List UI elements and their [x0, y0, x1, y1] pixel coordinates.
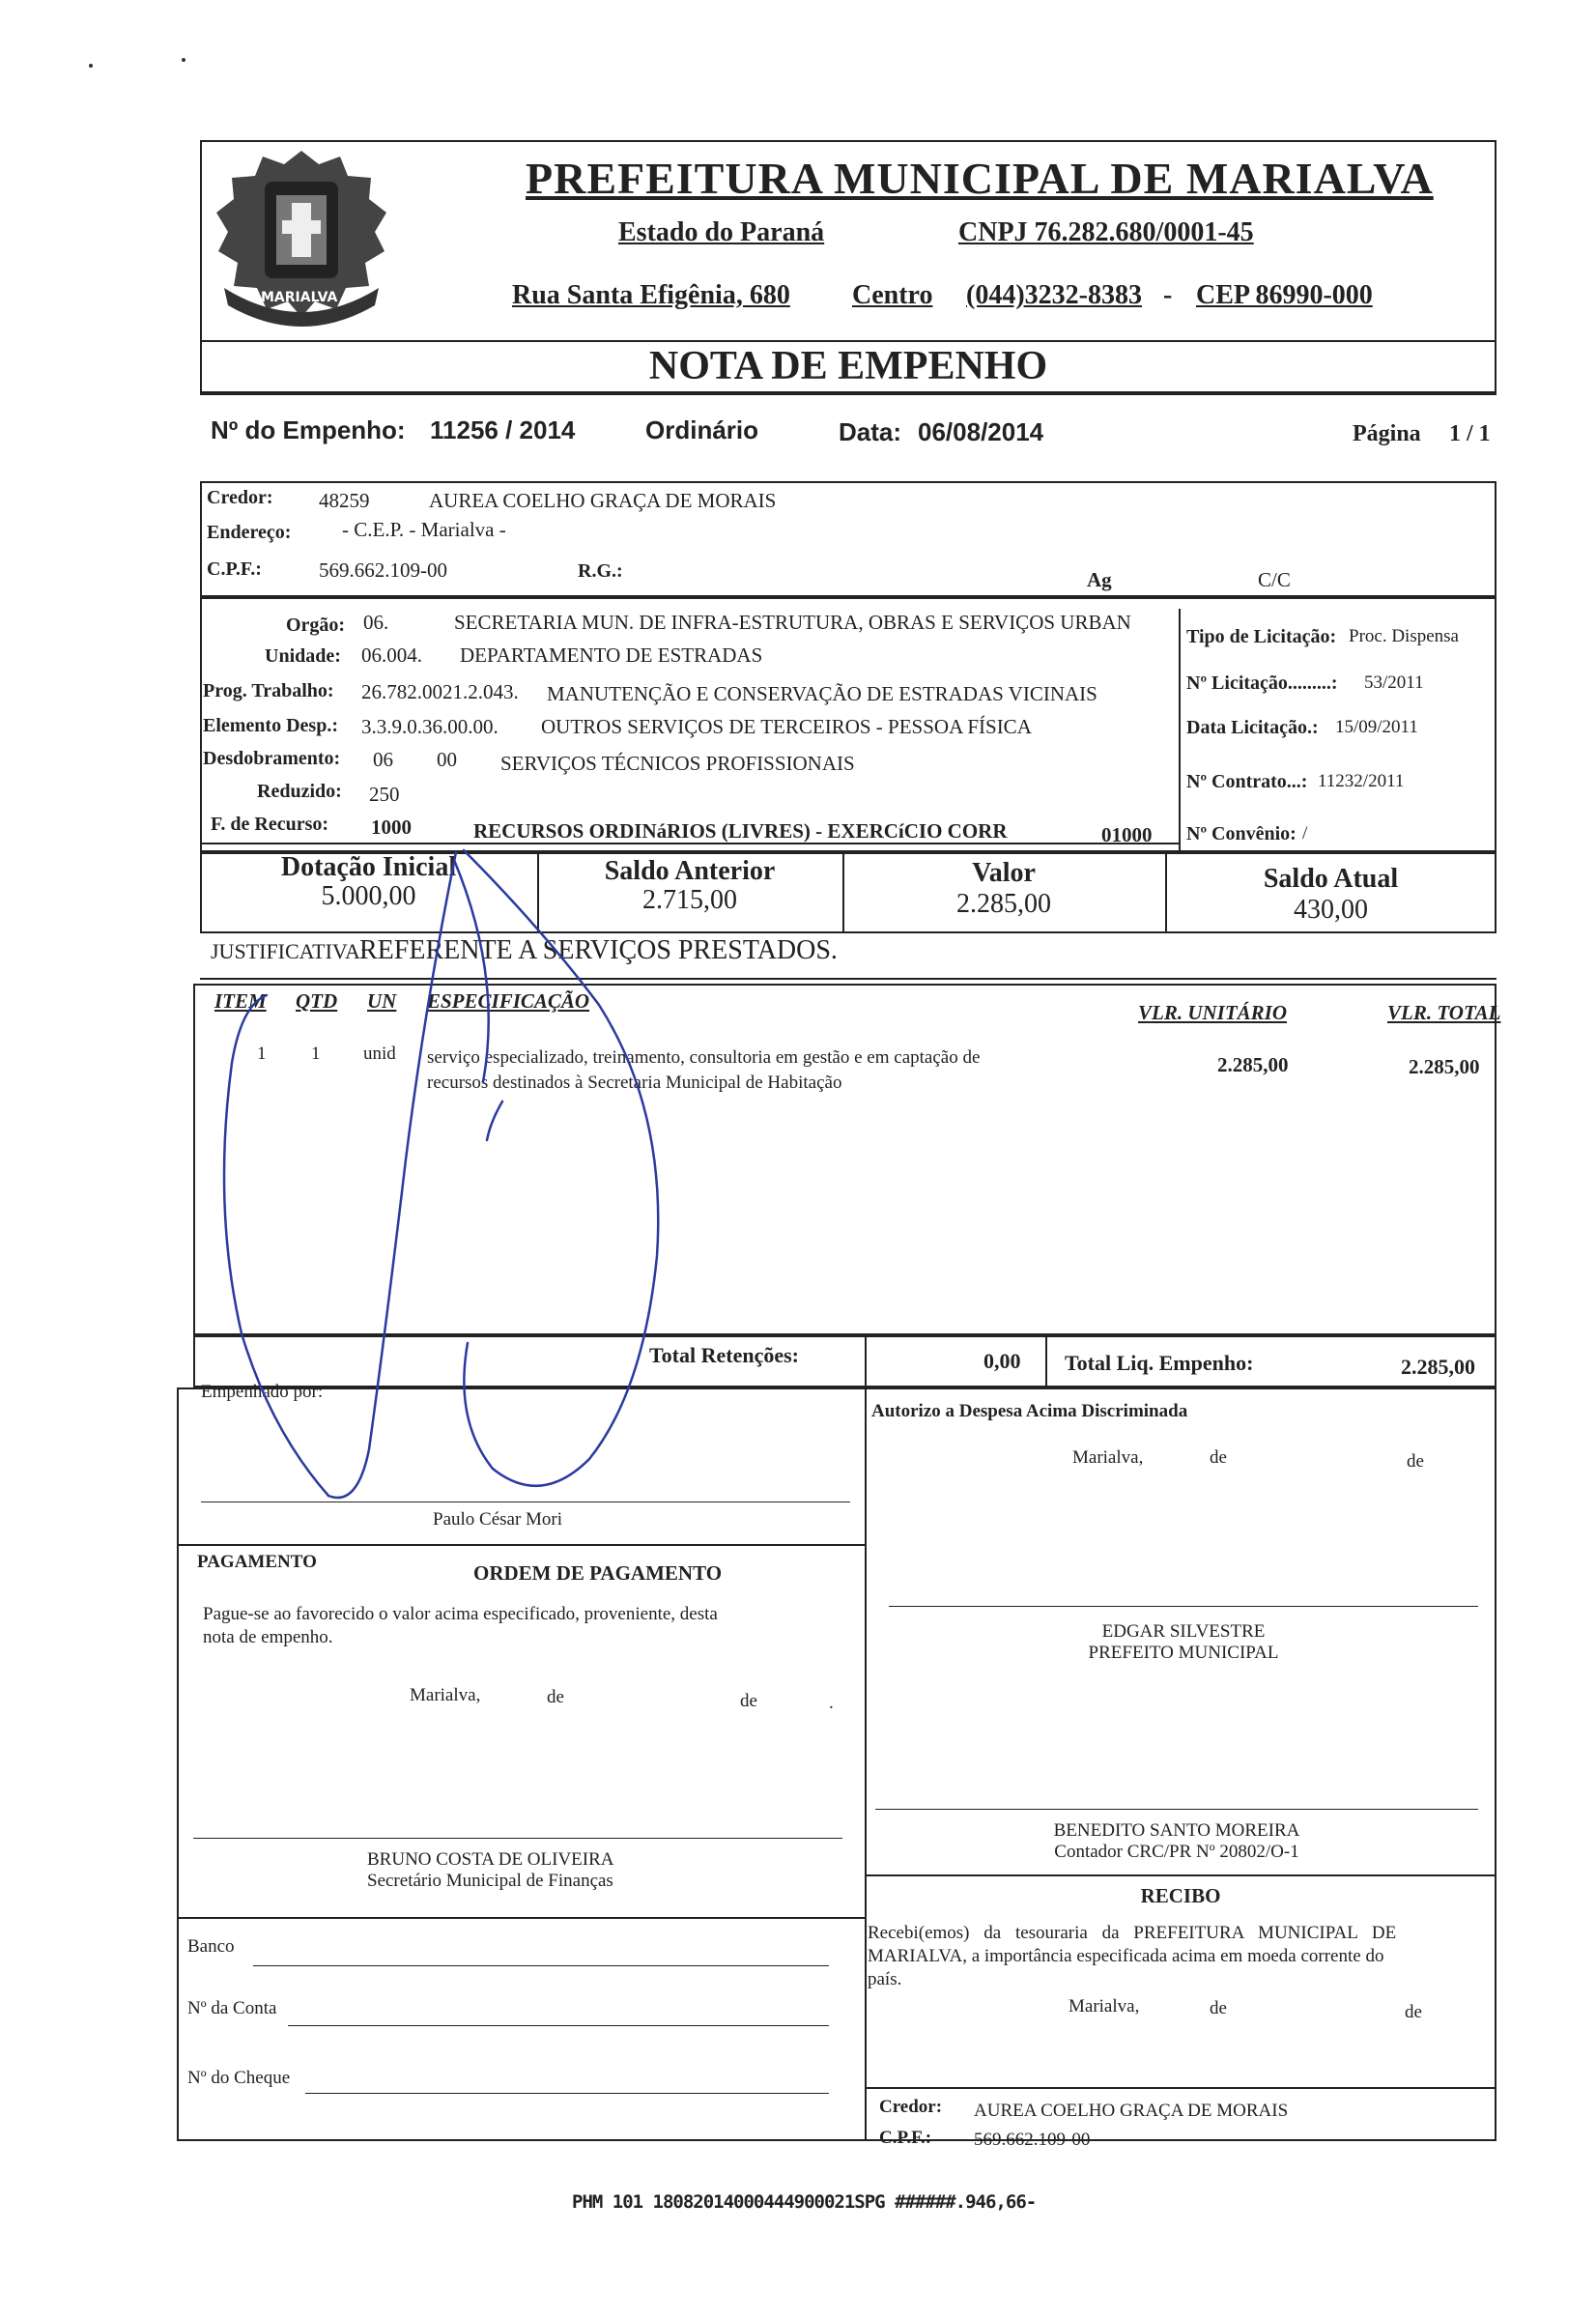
reduzido-label: Reduzido: — [257, 781, 342, 802]
contador-signature-line — [875, 1809, 1478, 1810]
prefeito-title: PREFEITO MUNICIPAL — [1088, 1643, 1279, 1663]
pagamento-label: PAGAMENTO — [197, 1552, 317, 1572]
header-cnpj: CNPJ 76.282.680/0001-45 — [958, 217, 1254, 247]
recibo-line-3: país. — [868, 1969, 902, 1989]
ordem-pagamento-label: ORDEM DE PAGAMENTO — [473, 1561, 723, 1585]
prog-code: 26.782.0021.2.043. — [361, 680, 519, 703]
recibo-place: Marialva, — [1069, 1996, 1140, 2017]
cc-label: C/C — [1258, 568, 1291, 591]
header-phone: (044)3232-8383 — [966, 280, 1142, 310]
prefeito-signature-line — [889, 1606, 1478, 1607]
col-vlr-total-header: VLR. TOTAL — [1387, 1001, 1501, 1024]
empenho-type: Ordinário — [645, 415, 759, 444]
document-title: NOTA DE EMPENHO — [648, 344, 1048, 388]
recibo-cpf-label: C.P.F.: — [879, 2128, 932, 2148]
empenho-top-line — [200, 393, 1496, 395]
dotacao-label: Dotação Inicial — [280, 852, 457, 882]
secretario-name: BRUNO COSTA DE OLIVEIRA — [367, 1849, 614, 1870]
autorizo-place: Marialva, — [1072, 1447, 1144, 1468]
desdobramento-desc: SERVIÇOS TÉCNICOS PROFISSIONAIS — [500, 752, 855, 775]
orgao-label: Orgão: — [286, 615, 346, 636]
liq-label: Total Liq. Empenho: — [1065, 1351, 1254, 1375]
prog-desc: MANUTENÇÃO E CONSERVAÇÃO DE ESTRADAS VICINAIS — [547, 682, 1097, 705]
scan-speck — [89, 64, 93, 68]
header-state: Estado do Paraná — [618, 217, 825, 247]
pagamento-place: Marialva, — [410, 1685, 481, 1705]
saldo-atual-label: Saldo Atual — [1263, 864, 1399, 894]
recibo-label: RECIBO — [1140, 1884, 1221, 1907]
recibo-top-line — [865, 1874, 1496, 1876]
autorizo-de-2: de — [1407, 1451, 1424, 1472]
pagamento-de-2: de — [740, 1691, 757, 1711]
contador-name: BENEDITO SANTO MOREIRA — [1053, 1820, 1300, 1841]
recibo-de-2: de — [1405, 2002, 1422, 2022]
scan-speck — [182, 58, 185, 62]
empenho-date: 06/08/2014 — [918, 417, 1044, 446]
lower-center-divider — [865, 1387, 867, 2141]
empenho-label: Nº do Empenho: — [211, 415, 406, 444]
contrato-value: 11232/2011 — [1318, 771, 1405, 791]
totals-div-1 — [865, 1335, 867, 1387]
num-licitacao-value: 53/2011 — [1364, 672, 1424, 693]
banco-top-line — [177, 1917, 865, 1919]
recibo-line-2: MARIALVA, a importância especificada acima em moeda corrente do — [868, 1946, 1384, 1966]
recibo-de-1: de — [1210, 1998, 1227, 2018]
elemento-label: Elemento Desp.: — [203, 715, 338, 736]
row-vlr-total: 2.285,00 — [1409, 1055, 1480, 1078]
recurso-desc: RECURSOS ORDINáRIOS (LIVRES) - EXERCíCIO CORR — [473, 819, 1008, 843]
header-cep: CEP 86990-000 — [1196, 280, 1373, 310]
retencoes-label: Total Retenções: — [649, 1343, 799, 1367]
totals-div-2 — [1045, 1335, 1047, 1387]
cpf-label: C.P.F.: — [207, 558, 262, 580]
conta-label: Nº da Conta — [187, 1998, 277, 2018]
prog-label: Prog. Trabalho: — [203, 680, 334, 701]
banco-input-line[interactable] — [253, 1965, 829, 1966]
credor-code: 48259 — [319, 489, 370, 512]
unidade-code: 06.004. — [361, 644, 422, 667]
cpf-value: 569.662.109-00 — [319, 558, 447, 582]
prefeito-name: EDGAR SILVESTRE — [1101, 1621, 1266, 1642]
recibo-line-1: Recebi(emos) da tesouraria da PREFEITURA MUNICIPAL DE — [868, 1923, 1397, 1943]
row-qtd: 1 — [311, 1044, 321, 1064]
endereco-value: - C.E.P. - Marialva - — [342, 518, 506, 541]
contrato-label: Nº Contrato...: — [1186, 771, 1308, 792]
convenio-value: / — [1302, 823, 1308, 844]
recurso-code: 1000 — [371, 815, 412, 839]
credor-label: Credor: — [207, 487, 273, 508]
rg-label: R.G.: — [578, 560, 623, 582]
cheque-label: Nº do Cheque — [187, 2068, 291, 2088]
row-item: 1 — [257, 1044, 267, 1064]
data-licitacao-value: 15/09/2011 — [1335, 717, 1418, 737]
liq-value: 2.285,00 — [1401, 1355, 1475, 1379]
tipo-licitacao-value: Proc. Dispensa — [1349, 626, 1459, 646]
col-spec-header: ESPECIFICAÇÃO — [427, 989, 590, 1013]
pagamento-dot: . — [829, 1693, 834, 1713]
conta-input-line[interactable] — [288, 2025, 829, 2026]
unidade-desc: DEPARTAMENTO DE ESTRADAS — [460, 644, 763, 667]
num-licitacao-label: Nº Licitação.........: — [1186, 672, 1338, 694]
valor-value: 2.285,00 — [956, 889, 1051, 919]
row-spec-line-2: recursos destinados à Secretaria Municipal de Habitação — [427, 1073, 842, 1093]
tipo-licitacao-label: Tipo de Licitação: — [1186, 626, 1337, 647]
contador-title: Contador CRC/PR Nº 20802/O-1 — [1054, 1842, 1299, 1862]
page-title: PREFEITURA MUNICIPAL DE MARIALVA — [526, 154, 1434, 203]
justificativa-label: JUSTIFICATIVA: — [211, 939, 366, 963]
empenhado-name: Paulo César Mori — [433, 1509, 563, 1530]
classificacao-divider — [1179, 609, 1181, 852]
secretario-signature-line — [193, 1838, 842, 1839]
header-district: Centro — [852, 280, 933, 310]
page-label: Página — [1353, 421, 1421, 446]
recurso-number: 01000 — [1101, 823, 1153, 846]
autorizo-label: Autorizo a Despesa Acima Discriminada — [871, 1401, 1188, 1421]
saldo-anterior-label: Saldo Anterior — [604, 856, 776, 886]
banco-label: Banco — [187, 1936, 235, 1957]
saldo-atual-value: 430,00 — [1294, 895, 1368, 925]
orgao-code: 06. — [363, 611, 389, 634]
reduzido-value: 250 — [369, 783, 400, 806]
page-number: 1 / 1 — [1449, 421, 1491, 446]
secretario-title: Secretário Municipal de Finanças — [367, 1871, 613, 1891]
items-frame — [193, 984, 1496, 1335]
col-un-header: UN — [367, 989, 397, 1013]
orgao-desc: SECRETARIA MUN. DE INFRA-ESTRUTURA, OBRAS E SERVIÇOS URBAN — [454, 611, 1131, 634]
autorizo-de-1: de — [1210, 1447, 1227, 1468]
elemento-desc: OUTROS SERVIÇOS DE TERCEIROS - PESSOA FÍSICA — [541, 715, 1032, 738]
desdobramento-label: Desdobramento: — [203, 748, 341, 769]
credor-name: AUREA COELHO GRAÇA DE MORAIS — [429, 489, 777, 512]
recibo-cpf-value: 569.662.109-00 — [974, 2130, 1091, 2150]
convenio-label: Nº Convênio: — [1186, 823, 1297, 844]
empenhado-label: Empenhado por: — [201, 1382, 324, 1402]
empenho-number: 11256 / 2014 — [430, 415, 576, 444]
desdobramento-sub: 00 — [437, 748, 457, 771]
data-licitacao-label: Data Licitação.: — [1186, 717, 1319, 738]
col-item-header: ITEM — [214, 989, 267, 1013]
recibo-credor-label: Credor: — [879, 2097, 943, 2117]
valor-label: Valor — [972, 858, 1036, 888]
justificativa-bottom — [200, 978, 1496, 980]
row-vlr-unit: 2.285,00 — [1217, 1053, 1289, 1076]
recibo-credor-name: AUREA COELHO GRAÇA DE MORAIS — [974, 2101, 1289, 2121]
endereco-label: Endereço: — [207, 522, 292, 543]
saldo-anterior-value: 2.715,00 — [642, 885, 737, 915]
pagamento-text-line-2: nota de empenho. — [203, 1627, 333, 1647]
justificativa-text: REFERENTE A SERVIÇOS PRESTADOS. — [359, 935, 838, 965]
dotacao-value: 5.000,00 — [321, 881, 416, 911]
header-dash: - — [1163, 280, 1173, 310]
desdobramento-code: 06 — [373, 748, 393, 771]
row-spec-line-1: serviço especializado, treinamento, consultoria em gestão e em captação de — [427, 1047, 981, 1068]
credor-recibo-top-line — [865, 2087, 1496, 2089]
elemento-code: 3.3.9.0.36.00.00. — [361, 715, 499, 738]
coat-of-arms-text: MARIALVA — [261, 290, 338, 305]
empenho-date-label: Data: — [839, 417, 902, 446]
pagamento-de-1: de — [547, 1687, 564, 1707]
ag-label: Ag — [1087, 568, 1112, 591]
recurso-label: F. de Recurso: — [211, 814, 329, 835]
row-un: unid — [363, 1044, 396, 1064]
coat-of-arms-logo — [205, 143, 398, 336]
pagamento-top-line — [177, 1544, 865, 1546]
header-address: Rua Santa Efigênia, 680 — [512, 280, 790, 310]
unidade-label: Unidade: — [265, 645, 341, 667]
footer-code: PHM 101 18082014000444900021SPG ######.946,66- — [572, 2191, 1037, 2213]
pagamento-text-line-1: Pague-se ao favorecido o valor acima especificado, proveniente, desta — [203, 1604, 718, 1624]
lower-frame — [177, 1387, 1496, 2141]
cheque-input-line[interactable] — [305, 2093, 829, 2094]
retencoes-value: 0,00 — [983, 1349, 1021, 1373]
col-vlr-unit-header: VLR. UNITÁRIO — [1138, 1001, 1288, 1024]
col-qtd-header: QTD — [296, 989, 338, 1013]
totals-frame — [193, 1335, 1496, 1387]
